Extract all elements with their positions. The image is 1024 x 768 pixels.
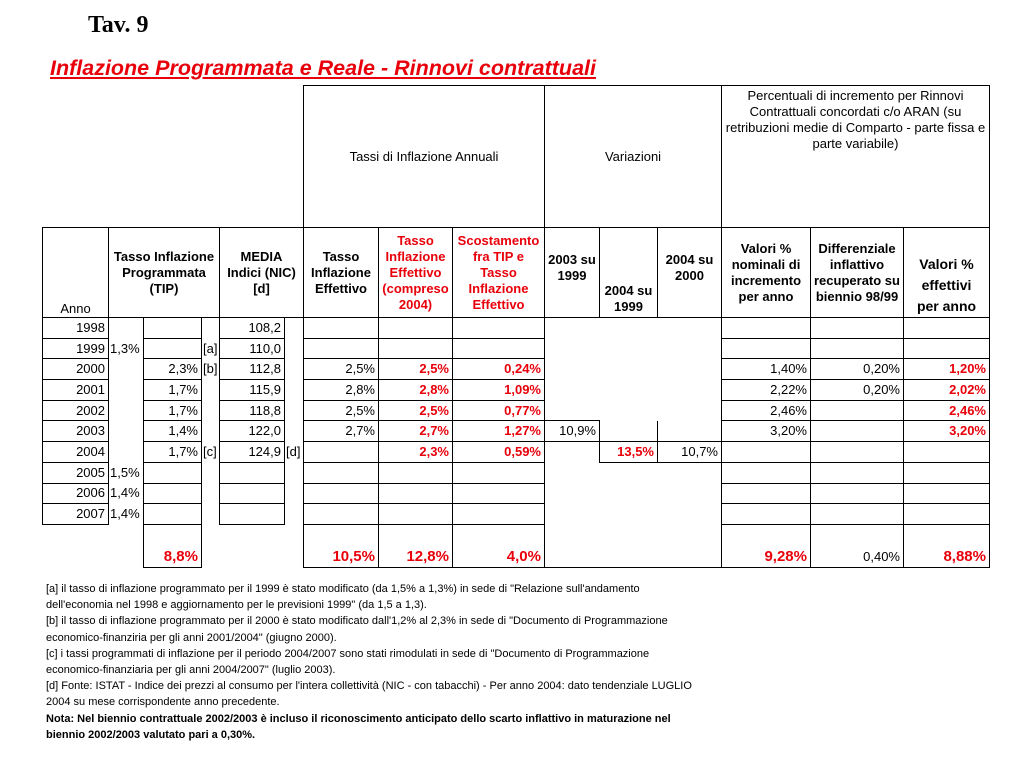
empty-cell [545, 524, 600, 567]
page-title: Inflazione Programmata e Reale - Rinnovi contrattuali [50, 56, 596, 80]
cell-valori-nominali [722, 338, 811, 359]
empty-cell [109, 524, 144, 567]
table-row [43, 421, 990, 442]
cell-media-note [285, 504, 304, 525]
footnotes [46, 581, 826, 743]
cell-valori-effettivi: 1,20% [904, 359, 990, 380]
header-anno: Anno [43, 228, 109, 318]
total-tasso-effettivo: 10,5% [304, 524, 379, 567]
header-differenziale-line: recuperato su [814, 272, 900, 288]
table-row [43, 359, 990, 380]
header-differenziale-line: biennio 98/99 [815, 288, 899, 304]
cell-valori-effettivi: 3,20% [904, 421, 990, 442]
cell-valori-effettivi: 2,46% [904, 400, 990, 421]
cell-tasso-effettivo [304, 462, 379, 483]
cell-media-note [285, 380, 304, 401]
cell-2003-su-1999 [545, 318, 600, 339]
cell-2004-su-1999 [600, 380, 658, 401]
cell-2004-su-1999 [600, 400, 658, 421]
table-row [43, 442, 990, 463]
total-tasso-compreso: 12,8% [379, 524, 453, 567]
cell-2004-su-1999 [600, 359, 658, 380]
cell-tip-small [109, 442, 144, 463]
header-scostamento-line: fra TIP e [472, 248, 525, 264]
header-2003-su-1999-line: 2003 su [548, 252, 596, 267]
header-tassi: Tassi di Inflazione Annuali [304, 86, 545, 228]
cell-valori-effettivi [904, 462, 990, 483]
table-row [43, 338, 990, 359]
cell-2004-su-2000 [658, 504, 722, 525]
table-row [43, 318, 990, 339]
cell-2004-su-1999 [600, 462, 658, 483]
cell-tip-note [202, 380, 220, 401]
cell-tip-note [202, 483, 220, 504]
header-2004-su-2000 [658, 228, 722, 318]
cell-anno: 2007 [43, 504, 109, 525]
cell-scostamento: 1,27% [453, 421, 545, 442]
cell-tasso-effettivo [304, 318, 379, 339]
header-media-line: [d] [253, 280, 270, 296]
cell-valori-nominali [722, 462, 811, 483]
cell-tip [144, 318, 202, 339]
cell-tip-note: [a] [202, 338, 220, 359]
cell-2003-su-1999 [545, 400, 600, 421]
cell-tip-note [202, 421, 220, 442]
cell-2004-su-2000 [658, 359, 722, 380]
cell-anno: 2006 [43, 483, 109, 504]
cell-anno: 2005 [43, 462, 109, 483]
cell-valori-nominali [722, 504, 811, 525]
cell-anno: 1999 [43, 338, 109, 359]
cell-tip-small [109, 421, 144, 442]
cell-valori-nominali: 1,40% [722, 359, 811, 380]
cell-tasso-compreso: 2,3% [379, 442, 453, 463]
header-tasso-effettivo-compreso-line: Tasso [397, 232, 434, 248]
header-differenziale [811, 228, 904, 318]
cell-tip-small: 1,4% [109, 483, 144, 504]
header-valori-effettivi-line: per anno [916, 298, 977, 314]
header-tasso-effettivo-compreso-line: 2004) [398, 296, 433, 312]
cell-tasso-compreso: 2,5% [379, 359, 453, 380]
cell-media-note [285, 318, 304, 339]
cell-2004-su-2000 [658, 400, 722, 421]
cell-scostamento [453, 483, 545, 504]
header-2004-su-2000-line: 2004 su [665, 252, 714, 267]
cell-tasso-compreso [379, 504, 453, 525]
cell-scostamento [453, 462, 545, 483]
cell-tasso-compreso [379, 483, 453, 504]
table-row [43, 380, 990, 401]
cell-2004-su-1999 [600, 318, 658, 339]
cell-2003-su-1999 [545, 359, 600, 380]
cell-tasso-effettivo [304, 483, 379, 504]
header-valori-effettivi-line: Valori % [919, 256, 974, 272]
cell-tip-note [202, 318, 220, 339]
cell-valori-effettivi [904, 483, 990, 504]
cell-anno: 2003 [43, 421, 109, 442]
cell-media: 112,8 [220, 359, 285, 380]
cell-tip-small [109, 400, 144, 421]
cell-tip [144, 338, 202, 359]
cell-tip: 1,7% [144, 380, 202, 401]
cell-tip [144, 504, 202, 525]
cell-media: 122,0 [220, 421, 285, 442]
cell-tip: 1,7% [144, 400, 202, 421]
cell-tasso-compreso [379, 318, 453, 339]
cell-valori-nominali [722, 442, 811, 463]
cell-anno: 2002 [43, 400, 109, 421]
cell-valori-nominali: 3,20% [722, 421, 811, 442]
header-2004-su-1999-line: 1999 [614, 299, 643, 314]
cell-tasso-compreso: 2,5% [379, 400, 453, 421]
header-tip [109, 228, 220, 318]
cell-media-note [285, 483, 304, 504]
cell-tip-small [109, 359, 144, 380]
cell-tip-note [202, 462, 220, 483]
cell-differenziale [811, 400, 904, 421]
header-tasso-effettivo-compreso-line: Effettivo [389, 264, 442, 280]
header-tasso-effettivo-compreso-line: (compreso [382, 280, 449, 296]
cell-valori-effettivi [904, 338, 990, 359]
header-valori-nominali-line: nominali di [731, 256, 801, 272]
cell-valori-effettivi [904, 442, 990, 463]
header-media-line: MEDIA [240, 248, 283, 264]
cell-media [220, 462, 285, 483]
cell-scostamento [453, 504, 545, 525]
table-number: Tav. 9 [88, 12, 149, 38]
cell-tip [144, 462, 202, 483]
cell-differenziale [811, 318, 904, 339]
cell-valori-effettivi [904, 318, 990, 339]
cell-media-note: [d] [285, 442, 304, 463]
cell-tasso-effettivo: 2,5% [304, 359, 379, 380]
cell-tip-note: [c] [202, 442, 220, 463]
header-scostamento-line: Scostamento [457, 232, 540, 248]
empty-cell [43, 524, 109, 567]
cell-tasso-effettivo [304, 504, 379, 525]
header-valori-effettivi [904, 228, 990, 318]
cell-valori-nominali [722, 483, 811, 504]
cell-tip-small [109, 380, 144, 401]
table-row [43, 504, 990, 525]
cell-2003-su-1999 [545, 483, 600, 504]
cell-2004-su-1999 [600, 338, 658, 359]
empty-cell [220, 524, 285, 567]
empty-cell [202, 524, 220, 567]
cell-2003-su-1999 [545, 338, 600, 359]
cell-tip-note: [b] [202, 359, 220, 380]
cell-2004-su-2000 [658, 483, 722, 504]
cell-differenziale [811, 462, 904, 483]
inflation-table [42, 85, 990, 568]
totals-row [43, 524, 990, 567]
cell-differenziale: 0,20% [811, 359, 904, 380]
header-tasso-effettivo-compreso-line: Inflazione [385, 248, 446, 264]
header-tip-line: Programmata [122, 264, 206, 280]
header-percentuali: Percentuali di incremento per Rinnovi Contrattuali concordati c/o ARAN (su retribuzioni medie di Comparto - parte fissa e parte variabile) [722, 86, 990, 228]
cell-tip-small: 1,5% [109, 462, 144, 483]
cell-tip-small: 1,3% [109, 338, 144, 359]
cell-2004-su-1999: 13,5% [600, 442, 658, 463]
cell-media: 115,9 [220, 380, 285, 401]
cell-tip-note [202, 400, 220, 421]
cell-scostamento [453, 338, 545, 359]
cell-differenziale [811, 442, 904, 463]
cell-2004-su-2000 [658, 462, 722, 483]
footnote: Nota: Nel biennio contrattuale 2002/2003 è incluso il riconoscimento anticipato dello scarto inflattivo in maturazione nel biennio 2002/2003 valutato pari a 0,30%. [46, 712, 671, 741]
cell-2004-su-1999 [600, 421, 658, 442]
cell-media-note [285, 462, 304, 483]
cell-tip-note [202, 504, 220, 525]
header-2004-su-1999-line: 2004 su [604, 283, 653, 298]
footnote: [a] il tasso di inflazione programmato per il 1999 è stato modificato (da 1,5% a 1,3%) in sede di "Relazione sull'andamento dell'economia nel 1998 e aggiornamento per le previsioni 1999" (da 1,5 a 1,3). [46, 583, 640, 612]
cell-2003-su-1999 [545, 380, 600, 401]
cell-anno: 2001 [43, 380, 109, 401]
table-row [43, 483, 990, 504]
cell-tip-small: 1,4% [109, 504, 144, 525]
header-2003-su-1999 [545, 228, 600, 318]
total-scostamento: 4,0% [453, 524, 545, 567]
cell-2003-su-1999: 10,9% [545, 421, 600, 442]
cell-anno: 2004 [43, 442, 109, 463]
total-valori-nominali: 9,28% [722, 524, 811, 567]
footnote: [c] i tassi programmati di inflazione per il periodo 2004/2007 sono stati rimodulati in sede di "Documento di Programmazione economico-finanziaria per gli anni 2004/2007" (luglio 2003). [46, 647, 650, 677]
total-valori-effettivi: 8,88% [904, 524, 990, 567]
header-media-line: Indici (NIC) [227, 264, 296, 280]
footnote: [b] il tasso di inflazione programmato per il 2000 è stato modificato dall'1,2% al 2,3% in sede di "Documento di Programmazione economico-finanziria per gli anni 2001/2004" (giugno 2000). [46, 615, 668, 644]
cell-tasso-effettivo [304, 442, 379, 463]
cell-tasso-effettivo [304, 338, 379, 359]
header-tasso-effettivo-line: Tasso [322, 248, 360, 264]
header-2004-su-2000-line: 2000 [675, 268, 704, 283]
cell-tip-small [109, 318, 144, 339]
cell-scostamento: 0,77% [453, 400, 545, 421]
cell-scostamento: 1,09% [453, 380, 545, 401]
header-scostamento [453, 228, 545, 318]
footnote: [d] Fonte: ISTAT - Indice dei prezzi al consumo per l'intera collettività (NIC - con tabacchi) - Per anno 2004: dato tendenziale LUGLIO 2004 su mese corrispondente anno precedente. [46, 680, 692, 709]
cell-media-note [285, 421, 304, 442]
cell-media: 118,8 [220, 400, 285, 421]
header-valori-nominali [722, 228, 811, 318]
cell-tasso-compreso: 2,7% [379, 421, 453, 442]
cell-2004-su-2000 [658, 421, 722, 442]
cell-2004-su-2000 [658, 338, 722, 359]
cell-2004-su-1999 [600, 483, 658, 504]
empty-cell [285, 524, 304, 567]
empty-cell [600, 524, 658, 567]
cell-valori-effettivi [904, 504, 990, 525]
header-2003-su-1999-line: 1999 [557, 268, 587, 283]
header-valori-nominali-line: per anno [738, 288, 794, 304]
cell-2003-su-1999 [545, 442, 600, 463]
cell-tasso-effettivo: 2,5% [304, 400, 379, 421]
cell-differenziale [811, 483, 904, 504]
cell-media [220, 504, 285, 525]
header-2004-su-1999 [600, 228, 658, 318]
header-media [220, 228, 304, 318]
cell-scostamento [453, 318, 545, 339]
header-tip-line: Tasso Inflazione [113, 248, 215, 264]
header-tasso-effettivo [304, 228, 379, 318]
cell-tip [144, 483, 202, 504]
cell-differenziale [811, 504, 904, 525]
cell-media-note [285, 359, 304, 380]
cell-tasso-effettivo: 2,8% [304, 380, 379, 401]
cell-tasso-compreso [379, 338, 453, 359]
cell-2003-su-1999 [545, 504, 600, 525]
cell-anno: 2000 [43, 359, 109, 380]
cell-2003-su-1999 [545, 462, 600, 483]
cell-differenziale: 0,20% [811, 380, 904, 401]
header-scostamento-line: Effettivo [472, 296, 525, 312]
cell-media-note [285, 338, 304, 359]
header-valori-nominali-line: incremento [730, 272, 802, 288]
cell-media: 124,9 [220, 442, 285, 463]
cell-valori-nominali [722, 318, 811, 339]
cell-media: 110,0 [220, 338, 285, 359]
cell-media-note [285, 400, 304, 421]
header-differenziale-line: Differenziale [818, 240, 896, 256]
cell-anno: 1998 [43, 318, 109, 339]
cell-tasso-effettivo: 2,7% [304, 421, 379, 442]
cell-2004-su-2000 [658, 380, 722, 401]
cell-2004-su-2000 [658, 318, 722, 339]
empty-cell [658, 524, 722, 567]
cell-tip: 1,7% [144, 442, 202, 463]
cell-2004-su-2000: 10,7% [658, 442, 722, 463]
header-tasso-effettivo-line: Effettivo [315, 280, 367, 296]
header-scostamento-line: Tasso [480, 264, 517, 280]
header-tasso-effettivo-compreso [379, 228, 453, 318]
table-row [43, 400, 990, 421]
header-tasso-effettivo-line: Inflazione [311, 264, 371, 280]
cell-tip: 1,4% [144, 421, 202, 442]
header-tip-line: (TIP) [149, 280, 179, 296]
cell-differenziale [811, 421, 904, 442]
cell-2004-su-1999 [600, 504, 658, 525]
header-valori-nominali-line: Valori % [740, 240, 792, 256]
cell-media: 108,2 [220, 318, 285, 339]
header-valori-effettivi-line: effettivi [921, 277, 972, 293]
cell-scostamento: 0,24% [453, 359, 545, 380]
total-tip: 8,8% [144, 524, 202, 567]
header-variazioni: Variazioni [545, 86, 722, 228]
cell-tasso-compreso [379, 462, 453, 483]
cell-media [220, 483, 285, 504]
header-differenziale-line: inflattivo [829, 256, 885, 272]
header-scostamento-line: Inflazione [468, 280, 529, 296]
cell-differenziale [811, 338, 904, 359]
cell-scostamento: 0,59% [453, 442, 545, 463]
table-row [43, 462, 990, 483]
cell-tip: 2,3% [144, 359, 202, 380]
cell-valori-nominali: 2,46% [722, 400, 811, 421]
cell-tasso-compreso: 2,8% [379, 380, 453, 401]
cell-valori-nominali: 2,22% [722, 380, 811, 401]
cell-valori-effettivi: 2,02% [904, 380, 990, 401]
total-differenziale: 0,40% [811, 524, 904, 567]
